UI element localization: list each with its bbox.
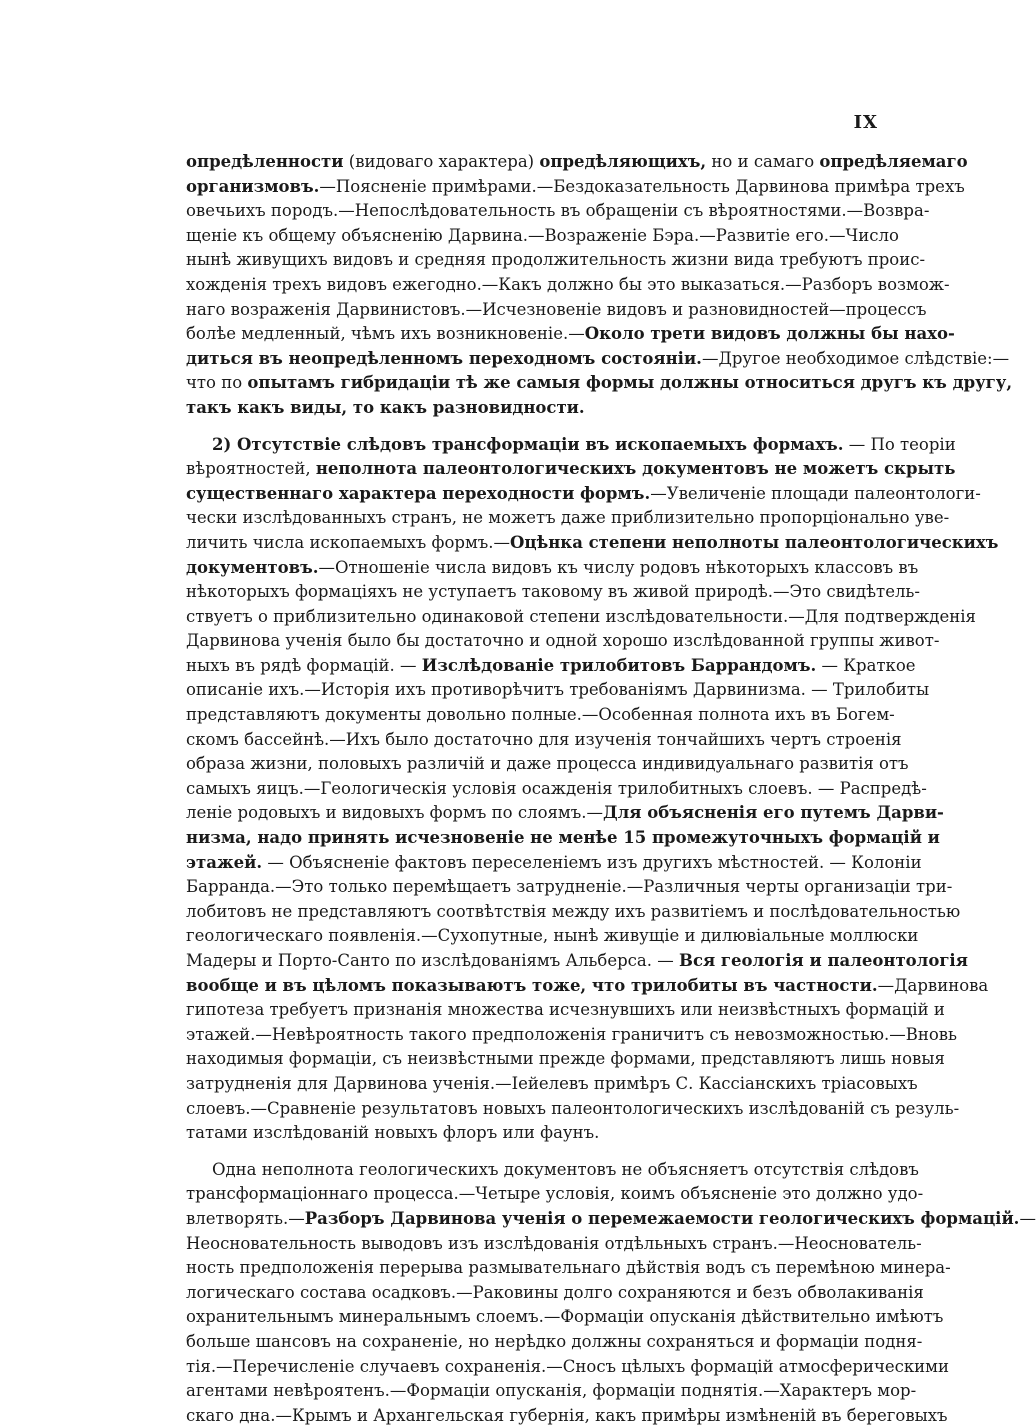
bold-phrase: Оцѣнка степени неполноты палеонтологическихъ [510, 532, 999, 552]
text-line [186, 1182, 924, 1207]
text-line [186, 1207, 1036, 1232]
text-segment: ныхъ въ рядѣ формацій. — [186, 655, 422, 675]
text-line [186, 322, 955, 347]
paragraph-gap [186, 1146, 878, 1158]
text-line [186, 949, 968, 974]
text-segment: хожденія трехъ видовъ ежегодно.—Какъ должно бы это выказаться.—Разборъ возмож- [186, 274, 950, 294]
text-line [186, 1023, 958, 1048]
text-segment: Мадеры и Порто-Санто по изслѣдованіямъ Альберса. — [186, 951, 679, 970]
text-line [186, 752, 909, 777]
text-line [186, 150, 968, 175]
text-segment: ствуетъ о приблизительно одинаковой степени изслѣдовательности.—Для подтвержденія [186, 606, 976, 626]
text-line [186, 703, 895, 728]
text-line [186, 1281, 924, 1306]
text-line [186, 556, 919, 581]
text-segment: больше шансовъ на сохраненіе, но нерѣдко должны сохраняться и формаціи подня- [186, 1331, 923, 1351]
text-line [186, 580, 920, 605]
text-line [186, 506, 950, 531]
text-segment: скомъ бассейнѣ.—Ихъ было достаточно для изученія тончайшихъ чертъ строенія [186, 729, 902, 749]
text-line [186, 777, 927, 802]
text-line [186, 1355, 950, 1380]
text-segment: описаніе ихъ.—Исторія ихъ противорѣчитъ требованіямъ Дарвинизма. — Трилобиты [186, 680, 930, 700]
text-line [186, 482, 981, 507]
text-segment: (видоваго характера) [343, 152, 540, 171]
text-line [186, 654, 916, 679]
text-line [186, 396, 878, 421]
bold-phrase: документовъ. [186, 557, 319, 577]
text-line [186, 1379, 917, 1404]
text-segment: находимыя формаціи, съ неизвѣстными прежде формами, представляютъ лишь новыя [186, 1049, 945, 1069]
text-line [186, 875, 953, 900]
text-segment: овечьихъ породъ.—Непослѣдовательность въ обращеніи съ вѣроятностями.—Возвра- [186, 201, 930, 221]
text-line [186, 998, 945, 1023]
text-segment: затрудненія для Дарвинова ученія.—Іейелевъ примѣръ С. Кассіанскихъ тріасовыхъ [186, 1073, 918, 1093]
paragraph-1 [186, 150, 1013, 421]
paragraph-3 [186, 1158, 1036, 1428]
text-line [186, 1404, 948, 1428]
bold-phrase: опытамъ гибридаціи тѣ же самыя формы должны относиться другъ къ другу, [247, 373, 1013, 393]
text-line [186, 457, 956, 482]
text-segment: гипотеза требуетъ признанія множества исчезнувшихъ или неизвѣстныхъ формацій и [186, 1000, 945, 1020]
text-segment: чески изслѣдованныхъ странъ, не можетъ даже приблизительно пропорціонально уве- [186, 508, 950, 528]
text-segment: татами изслѣдованій новыхъ флоръ или фаунъ. [186, 1123, 600, 1143]
bold-phrase: организмовъ. [186, 176, 320, 196]
text-line [186, 273, 950, 298]
text-line [186, 1072, 918, 1097]
text-line [186, 1330, 923, 1355]
text-line [186, 728, 902, 753]
text-line [186, 1121, 878, 1146]
text-line [186, 199, 930, 224]
paragraph-gap [186, 421, 878, 433]
text-segment: геологическаго появленія.—Сухопутные, нынѣ живущіе и дилювіальные моллюски [186, 926, 919, 946]
text-line [186, 629, 940, 654]
text-segment: образа жизни, половыхъ различій и даже процесса индивидуальнаго развитія отъ [186, 754, 909, 774]
text-segment: представляютъ документы довольно полные.—Особенная полнота ихъ въ Богем- [186, 705, 895, 725]
text-segment: Одна неполнота геологическихъ документовъ не объясняетъ отсутствія слѣдовъ [212, 1159, 919, 1179]
bold-phrase: Вся геологія и палеонтологія [679, 951, 968, 970]
paragraph-2 [186, 433, 999, 1146]
text-line [186, 851, 922, 876]
text-segment: ность предположенія перерыва размывательнаго дѣйствія водъ съ перемѣною минера- [186, 1258, 951, 1278]
text-segment: этажей.—Невѣроятность такого предположенія граничитъ съ невозможностью.—Вновь [186, 1024, 958, 1044]
text-line [186, 924, 919, 949]
bold-phrase: такъ какъ виды, то какъ разновидности. [186, 397, 585, 417]
text-segment: слоевъ.—Сравненіе результатовъ новыхъ палеонтологическихъ изслѣдованій съ резуль- [186, 1098, 960, 1118]
page-number: IX [853, 112, 878, 133]
bold-phrase: Около трети видовъ должны бы нахо- [584, 324, 955, 344]
bold-phrase: Разборъ Дарвинова ученія о перемежаемости геологическихъ формацій. [304, 1208, 1020, 1228]
text-line [186, 371, 1013, 396]
text-segment: нѣкоторыхъ формаціяхъ не уступаетъ таковому въ живой природѣ.—Это свидѣтель- [186, 582, 920, 602]
bold-phrase: опредѣляющихъ, [539, 152, 707, 171]
text-segment: вѣроятностей, [186, 459, 316, 479]
bold-phrase: неполнота палеонтологическихъ документовъ не можетъ скрыть [315, 459, 956, 479]
bold-phrase: низма, надо принять исчезновеніе не менѣе 15 промежуточныхъ формацій и [186, 828, 940, 848]
text-line [186, 1305, 944, 1330]
text-segment: но и самаго [706, 152, 820, 171]
text-segment: Дарвинова ученія было бы достаточно и одной хорошо изслѣдованной группы живот- [186, 631, 940, 651]
text-line [186, 531, 999, 556]
text-segment: тія.—Перечисленіе случаевъ сохраненія.—Сносъ цѣлыхъ формацій атмосферическими [186, 1356, 950, 1376]
text-segment: что по [186, 373, 248, 393]
text-line [186, 1097, 960, 1122]
text-segment: наго возраженія Дарвинистовъ.—Исчезновеніе видовъ и разновидностей—процессъ [186, 299, 927, 319]
text-segment: лобитовъ не представляютъ соотвѣтствія между ихъ развитіемъ и послѣдовательностью [186, 901, 961, 921]
text-line [186, 1232, 922, 1257]
text-segment: щеніе къ общему объясненію Дарвина.—Возраженіе Бэра.—Развитіе его.—Число [186, 225, 899, 245]
text-segment: трансформаціоннаго процесса.—Четыре условія, коимъ объясненіе это должно удо- [186, 1184, 924, 1204]
text-segment: агентами невѣроятенъ.—Формаціи опусканія, формаціи поднятія.—Характеръ мор- [186, 1381, 917, 1401]
bold-phrase: 2) Отсутствіе слѣдовъ трансформаціи въ ископаемыхъ формахъ. [212, 434, 844, 454]
bold-phrase: диться въ неопредѣленномъ переходномъ состояніи. [186, 348, 702, 368]
text-segment: нынѣ живущихъ видовъ и средняя продолжительность жизни вида требуютъ проис- [186, 250, 926, 270]
text-line [186, 347, 1010, 372]
text-segment: —Увеличеніе площади палеонтологи- [650, 483, 981, 503]
bold-phrase: существеннаго характера переходности формъ. [186, 483, 651, 503]
text-segment: влетворять.— [186, 1208, 305, 1228]
text-segment: —Отношеніе числа видовъ къ числу родовъ нѣкоторыхъ классовъ въ [318, 557, 919, 577]
text-segment: —Поясненіе примѣрами.—Бездоказательность Дарвинова примѣра трехъ [319, 176, 965, 196]
text-line [186, 801, 944, 826]
text-line [186, 224, 899, 249]
page-body [186, 150, 1036, 1428]
text-segment: — По теоріи [843, 434, 956, 454]
text-segment: логическаго состава осадковъ.—Раковины долго сохраняются и безъ обволакиванія [186, 1282, 924, 1302]
text-segment: — [1019, 1208, 1036, 1228]
text-segment: Неосновательность выводовъ изъ изслѣдованія отдѣльныхъ странъ.—Неоснователь- [186, 1233, 922, 1253]
text-line [186, 605, 976, 630]
text-line [186, 433, 956, 458]
bold-phrase: опредѣляемаго [819, 152, 968, 171]
bold-phrase: этажей. [186, 852, 263, 872]
bold-phrase: опредѣленности [186, 152, 344, 171]
text-segment: Барранда.—Это только перемѣщаетъ затрудненіе.—Различныя черты организаціи три- [186, 877, 953, 897]
text-segment: леніе родовыхъ и видовыхъ формъ по слоямъ.— [186, 803, 603, 823]
text-line [186, 1256, 951, 1281]
text-line [186, 248, 926, 273]
bold-phrase: Для объясненія его путемъ Дарви- [603, 803, 944, 823]
text-line [186, 1047, 945, 1072]
text-segment: скаго дна.—Крымъ и Архангельская губернія, какъ примѣры измѣненій въ береговыхъ [186, 1405, 948, 1425]
text-line [186, 298, 927, 323]
text-line [186, 900, 961, 925]
text-line [186, 826, 940, 851]
text-line [186, 678, 930, 703]
text-segment: —Дарвинова [877, 975, 989, 995]
text-segment: — Краткое [816, 655, 916, 675]
text-line [186, 974, 989, 999]
text-segment: охранительнымъ минеральнымъ слоемъ.—Формаціи опусканія дѣйствительно имѣютъ [186, 1307, 944, 1327]
text-segment: —Другое необходимое слѣдствіе:— [701, 348, 1010, 368]
text-segment: личить числа ископаемыхъ формъ.— [186, 532, 511, 552]
text-segment: болѣе медленный, чѣмъ ихъ возникновеніе.— [186, 324, 585, 344]
text-segment: самыхъ яицъ.—Геологическія условія осажденія трилобитныхъ слоевъ. — Распредѣ- [186, 778, 927, 798]
text-segment: — Объясненіе фактовъ переселеніемъ изъ другихъ мѣстностей. — Колоніи [262, 852, 922, 872]
text-line [186, 1158, 919, 1183]
bold-phrase: вообще и въ цѣломъ показываютъ тоже, что трилобиты въ частности. [186, 975, 878, 995]
text-line [186, 175, 965, 200]
bold-phrase: Изслѣдованіе трилобитовъ Баррандомъ. [421, 655, 817, 675]
